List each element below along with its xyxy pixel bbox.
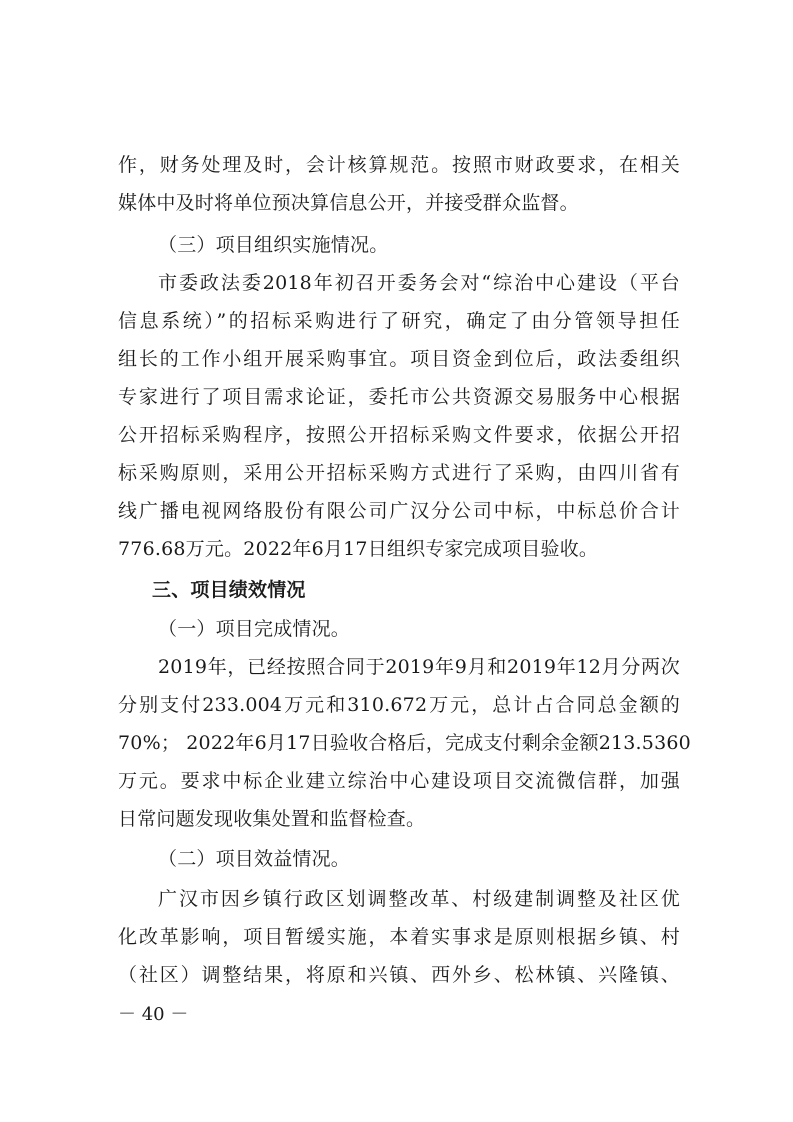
body-text-line: 日常问题发现收集处置和监督检查。 xyxy=(118,808,426,830)
body-text-line: 70%； 2022年6月17日验收合格后，完成支付剩余金额213.5360 xyxy=(118,732,691,754)
body-text-line: 化改革影响，项目暂缓实施，本着实事求是原则根据乡镇、村 xyxy=(118,926,680,948)
body-text-line: 分别支付233.004万元和310.672万元，总计占合同总金额的 xyxy=(118,694,680,716)
body-text-line: 线广播电视网络股份有限公司广汉分公司中标，中标总价合计 xyxy=(118,500,680,522)
body-text-line: 标采购原则，采用公开招标采购方式进行了采购，由四川省有 xyxy=(118,462,680,484)
body-text-line: 2019年，已经按照合同于2019年9月和2019年12月分两次 xyxy=(158,656,680,678)
body-text-line: （社区）调整结果，将原和兴镇、西外乡、松林镇、兴隆镇、 xyxy=(118,964,680,986)
body-text-line: 信息系统）”的招标采购进行了研究，确定了由分管领导担任 xyxy=(118,310,680,332)
section-heading: 三、项目绩效情况 xyxy=(152,579,306,601)
body-text-line: 广汉市因乡镇行政区划调整改革、村级建制调整及社区优 xyxy=(158,888,680,910)
body-text-line: 专家进行了项目需求论证，委托市公共资源交易服务中心根据 xyxy=(118,386,680,408)
subheading: （三）项目组织实施情况。 xyxy=(158,234,389,256)
body-text-line: 万元。要求中标企业建立综治中心建设项目交流微信群，加强 xyxy=(118,770,680,792)
body-text-line: 公开招标采购程序，按照公开招标采购文件要求，依据公开招 xyxy=(118,424,680,446)
body-text-line: 媒体中及时将单位预决算信息公开，并接受群众监督。 xyxy=(118,192,579,214)
subheading: （一）项目完成情况。 xyxy=(158,618,351,640)
body-text-line: 作，财务处理及时，会计核算规范。按照市财政要求，在相关 xyxy=(118,154,680,176)
body-text-line: 组长的工作小组开展采购事宜。项目资金到位后，政法委组织 xyxy=(118,348,680,370)
body-text-line: 776.68万元。2022年6月17日组织专家完成项目验收。 xyxy=(118,538,599,560)
subheading: （二）项目效益情况。 xyxy=(158,848,351,870)
page-number: － 40 － xyxy=(118,1004,189,1025)
body-text-line: 市委政法委2018年初召开委务会对“综治中心建设（平台 xyxy=(158,272,680,294)
